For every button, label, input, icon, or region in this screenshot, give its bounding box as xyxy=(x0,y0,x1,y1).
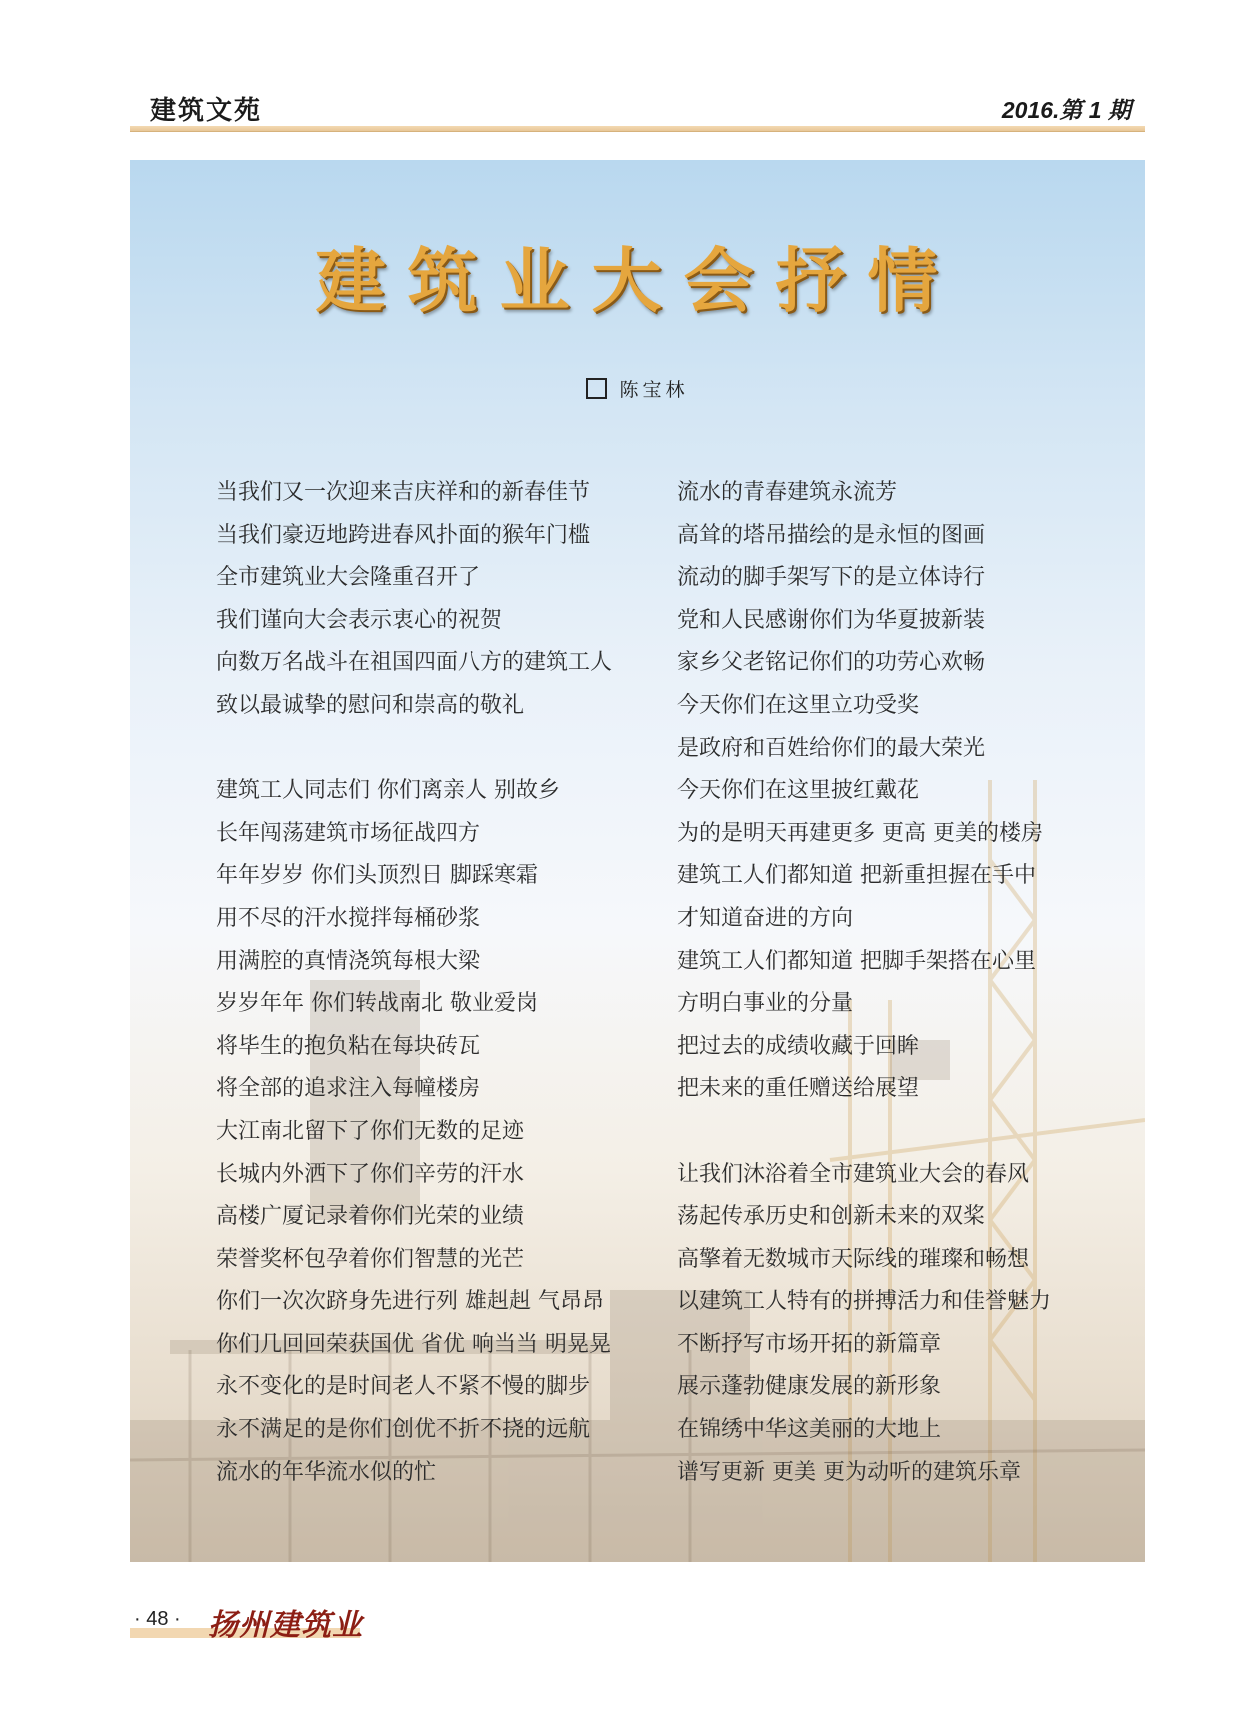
stanza-break xyxy=(216,728,612,771)
poem-line: 在锦绣中华这美丽的大地上 xyxy=(677,1417,942,1443)
poem-line: 年年岁岁 你们头顶烈日 脚踩寒霜 xyxy=(216,863,538,889)
stanza-break xyxy=(677,1111,1051,1154)
poem-line: 长年闯荡建筑市场征战四方 xyxy=(216,820,481,846)
poem-line: 大江南北留下了你们无数的足迹 xyxy=(216,1118,525,1144)
poem-line: 荡起传承历史和创新未来的双桨 xyxy=(677,1204,986,1230)
poem-column-left xyxy=(216,472,612,1494)
poem-line: 党和人民感谢你们为华夏披新装 xyxy=(677,607,986,633)
poem-line: 流动的脚手架写下的是立体诗行 xyxy=(677,565,986,591)
poem-line: 用不尽的汗水搅拌每桶砂浆 xyxy=(216,905,481,931)
poem-line: 永不满足的是你们创优不折不挠的远航 xyxy=(216,1417,591,1443)
poem-line: 以建筑工人特有的拼搏活力和佳誉魅力 xyxy=(677,1289,1052,1315)
poem-line: 方明白事业的分量 xyxy=(677,991,854,1017)
poem-line: 建筑工人们都知道 把脚手架搭在心里 xyxy=(677,948,1036,974)
poem-line: 高擎着无数城市天际线的璀璨和畅想 xyxy=(677,1246,1030,1272)
poem-line: 永不变化的是时间老人不紧不慢的脚步 xyxy=(216,1374,591,1400)
poem-column-right xyxy=(677,472,1051,1494)
byline xyxy=(130,375,1145,402)
poem-line: 让我们沐浴着全市建筑业大会的春风 xyxy=(677,1161,1030,1187)
poem-line: 向数万名战斗在祖国四面八方的建筑工人 xyxy=(216,650,613,676)
poem-line: 把过去的成绩收藏于回眸 xyxy=(677,1033,920,1059)
issue-label: 2016.第 1 期 xyxy=(1001,97,1131,123)
article-title: 建筑业大会抒情 xyxy=(315,239,960,322)
poem-line: 当我们又一次迎来吉庆祥和的新春佳节 xyxy=(216,480,591,505)
magazine-logo: 扬州建筑业 xyxy=(208,1608,363,1643)
poem-line: 展示蓬勃健康发展的新形象 xyxy=(677,1374,942,1400)
page-header xyxy=(130,86,1145,128)
poem-line: 为的是明天再建更多 更高 更美的楼房 xyxy=(677,820,1043,846)
poem-line: 你们一次次跻身先进行列 雄赳赳 气昂昂 xyxy=(216,1289,604,1315)
poem-line: 将毕生的抱负粘在每块砖瓦 xyxy=(216,1033,481,1059)
poem-line: 荣誉奖杯包孕着你们智慧的光芒 xyxy=(216,1246,525,1272)
poem-line: 用满腔的真情浇筑每根大梁 xyxy=(216,948,481,974)
poem-line: 流水的青春建筑永流芳 xyxy=(677,480,898,505)
poem-line: 流水的年华流水似的忙 xyxy=(216,1459,437,1485)
poem-line: 我们谨向大会表示衷心的祝贺 xyxy=(216,607,503,633)
section-name: 建筑文苑 xyxy=(150,96,263,126)
poem-line: 高耸的塔吊描绘的是永恒的图画 xyxy=(677,522,986,548)
page-number: · 48 · xyxy=(134,1608,181,1630)
poem-line: 将全部的追求注入每幢楼房 xyxy=(216,1076,481,1102)
page-footer xyxy=(130,1606,370,1642)
poem-line: 家乡父老铭记你们的功劳心欢畅 xyxy=(677,650,986,676)
byline-box-icon xyxy=(586,378,607,399)
poem-line: 不断抒写市场开拓的新篇章 xyxy=(677,1331,942,1357)
poem-line: 长城内外洒下了你们辛劳的汗水 xyxy=(216,1161,525,1187)
poem-line: 今天你们在这里立功受奖 xyxy=(677,692,920,718)
poem-line: 你们几回回荣获国优 省优 响当当 明晃晃 xyxy=(216,1331,611,1357)
poem-line: 当我们豪迈地跨进春风扑面的猴年门槛 xyxy=(216,522,591,548)
poem-line: 致以最诚挚的慰问和崇高的敬礼 xyxy=(216,692,525,718)
poem-line: 把未来的重任赠送给展望 xyxy=(677,1076,920,1102)
poem-line: 岁岁年年 你们转战南北 敬业爱岗 xyxy=(216,991,538,1017)
author-name: 陈宝林 xyxy=(619,379,689,401)
poem-line: 才知道奋进的方向 xyxy=(677,905,854,931)
poem-line: 建筑工人们都知道 把新重担握在手中 xyxy=(677,863,1036,889)
poem-line: 今天你们在这里披红戴花 xyxy=(677,778,920,804)
article-panel xyxy=(130,160,1145,1562)
poem-line: 建筑工人同志们 你们离亲人 别故乡 xyxy=(216,778,560,804)
poem-line: 高楼广厦记录着你们光荣的业绩 xyxy=(216,1204,525,1230)
poem-line: 是政府和百姓给你们的最大荣光 xyxy=(677,735,986,761)
poem-line: 谱写更新 更美 更为动听的建筑乐章 xyxy=(677,1459,1021,1485)
header-rule xyxy=(130,126,1145,132)
poem-line: 全市建筑业大会隆重召开了 xyxy=(216,565,481,591)
